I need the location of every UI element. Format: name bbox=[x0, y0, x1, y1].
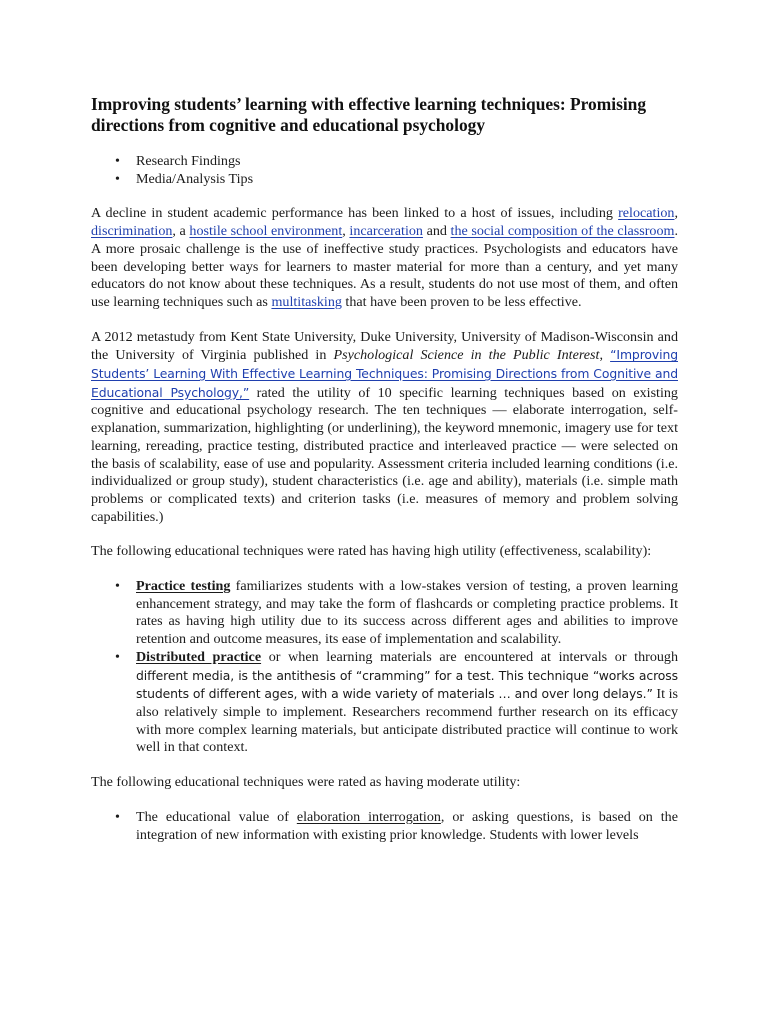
list-item bbox=[115, 649, 678, 757]
text-run: , bbox=[599, 347, 611, 364]
multitasking-link[interactable]: multitasking bbox=[271, 293, 342, 310]
text-run: and bbox=[422, 223, 451, 240]
list-item: • Research Findings bbox=[115, 153, 678, 171]
moderate-utility-intro: The following educational techniques were rated as having moderate utility: bbox=[91, 774, 521, 791]
moderate-utility-list bbox=[91, 809, 678, 844]
metastudy-paragraph bbox=[91, 329, 678, 527]
intro-paragraph bbox=[91, 205, 678, 311]
incarceration-link[interactable]: incarceration bbox=[349, 223, 423, 240]
metastudy-link[interactable]: “Improving Students’ Learning With Effective Learning Techniques: Promising Directions from Cognitive and Educational Psychology,” bbox=[91, 347, 678, 400]
text-run: that have been proven to be less effective. bbox=[341, 293, 582, 310]
text-run: , a bbox=[172, 223, 190, 240]
text-run: , bbox=[674, 205, 678, 222]
list-item bbox=[115, 809, 678, 844]
text-run: different media, is the antithesis of “cramming” for a test. This technique “works across students of different ages, with a wide variety of materials … and over long delays.” bbox=[136, 667, 678, 702]
elaboration-interrogation-term: elaboration interrogation bbox=[296, 808, 441, 825]
list-item: • Media/Analysis Tips bbox=[115, 171, 678, 189]
text-run: It is also relatively simple to implement. Researchers recommend further research on its efficacy with more complex learning materials, but anticipate distributed practice will continue to work well in that context. bbox=[136, 686, 678, 756]
text-run: A 2012 metastudy from Kent State University, Duke University, University of Madison-Wisconsin and the University of Virginia published in bbox=[91, 328, 678, 364]
list-item bbox=[115, 578, 678, 649]
high-utility-intro: The following educational techniques were rated has having high utility (effectiveness, scalability): bbox=[91, 543, 652, 560]
text-run: . A more prosaic challenge is the use of ineffective study practices. Psychologists and educators have been developing better ways for learners to master material for more than a century, and yet many educators do not know about these techniques. As a result, students do not use most of them, and often use learning techniques such as bbox=[91, 223, 679, 310]
high-utility-list bbox=[91, 578, 678, 757]
journal-title: Psychological Science in the Public Interest bbox=[333, 347, 600, 364]
text-run: The educational value of bbox=[136, 808, 297, 825]
hostile-school-environment-link[interactable]: hostile school environment bbox=[189, 223, 343, 240]
text-run: , or asking questions, is based on the integration of new information with existing prior knowledge. Students with lower levels bbox=[136, 808, 678, 843]
relocation-link[interactable]: relocation bbox=[618, 205, 675, 222]
discrimination-link[interactable]: discrimination bbox=[91, 223, 173, 240]
article bbox=[91, 94, 678, 844]
social-composition-link[interactable]: the social composition of the classroom bbox=[450, 223, 675, 240]
topic-list bbox=[91, 153, 678, 188]
text-run: or when learning materials are encountered at intervals or through bbox=[261, 648, 679, 665]
text-run: rated the utility of 10 specific learning techniques based on existing cognitive and educational psychology research. The ten techniques — elaborate interrogation, self-explanation, summarization, highlighting (or underlining), the keyword mnemonic, imagery use for text learning, rereading, practice testing, distributed practice and interleaved practice — were selected on the basis of scalability, ease of use and popularity. Assessment criteria included learning conditions (i.e. individualized or group study), student characteristics (i.e. age and ability), materials (i.e. simple math problems or complicated texts) and criterion tasks (i.e. measures of memory and problem solving capabilities.) bbox=[91, 384, 678, 525]
distributed-practice-term: Distributed practice bbox=[136, 648, 262, 665]
practice-testing-term: Practice testing bbox=[136, 578, 231, 595]
text-run: A decline in student academic performance has been linked to a host of issues, including bbox=[91, 205, 619, 222]
page-title: Improving students’ learning with effective learning techniques: Promising directions from cognitive and educational psychology bbox=[91, 94, 647, 135]
text-run: , bbox=[342, 223, 350, 240]
text-run: familiarizes students with a low-stakes version of testing, a proven learning enhancement strategy, and may take the form of flashcards or completing practice problems. It rates as having high utility due to its success across different ages and abilities to improve retention and outcome measures, its ease of implementation and scalability. bbox=[136, 578, 678, 648]
